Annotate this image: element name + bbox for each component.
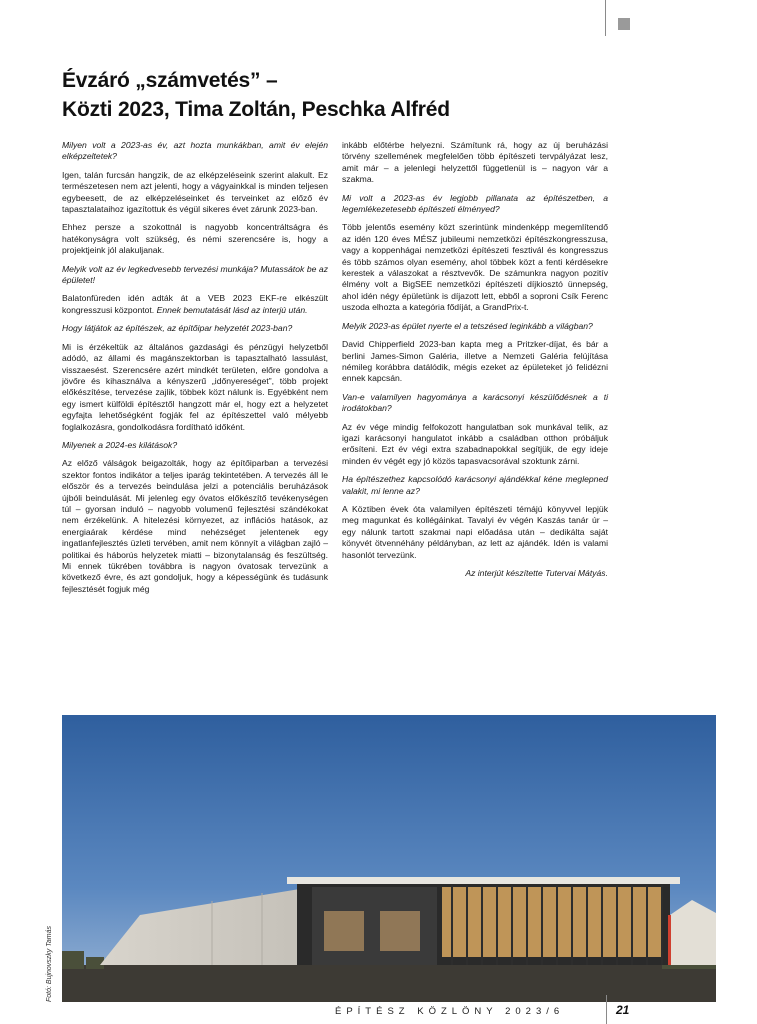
question-2: Melyik volt az év legkedvesebb tervezési munkája? Mutassátok be az épületet! [62, 263, 328, 286]
question-1: Milyen volt a 2023-as év, azt hozta munkákban, amit év elején elképzeltetek? [62, 140, 328, 162]
magazine-footer: ÉPÍTÉSZ KÖZLÖNY 2023/6 [335, 1006, 565, 1017]
photo-credit: Fotó: Bujnovszky Tamás [46, 926, 53, 1002]
question-8: Ha építészethez kapcsolódó karácsonyi ajándékkal kéne meglepned valakit, mi lenne az? [342, 474, 608, 496]
question-7: Van-e valamilyen hagyománya a karácsonyi készülődésnek a ti irodátokban? [342, 391, 608, 414]
title-line-1: Évzáró „számvetés” – [62, 69, 278, 92]
answer-1b: Ehhez persze a szokottnál is nagyobb koncentráltságra és hatékonyságra volt szükség, és némi szerencsére is, hogy a projektjeink jól alakuljanak. [62, 222, 328, 256]
corner-marker [618, 18, 630, 30]
question-5: Mi volt a 2023-as év legjobb pillanata az építészetben, a legemlékezetesebb építészeti élményed? [342, 192, 608, 215]
question-4: Milyenek a 2024-es kilátások? [62, 439, 178, 450]
question-3: Hogy látjátok az építészek, az építőipar helyzetét 2023-ban? [62, 323, 293, 334]
answer-1a: Igen, talán furcsán hangzik, de az elképzeléseink szerint alakult. Ez természetesen nem azt jelenti, hogy a vágyainkkal is minden teljesen egybeesett, de az elképzeléseinket és terveinket az előző év tapasztalataihoz igazítottuk és végül sikeres évet zárunk 2023-ban. [62, 169, 328, 215]
title-line-2: Közti 2023, Tima Zoltán, Peschka Alfréd [62, 98, 450, 121]
left-column [62, 140, 328, 602]
answer-8: A Köztiben évek óta valamilyen építészeti témájú könyvvel lepjük meg magunkat és kollégáinkat. Tavalyi év végén Kaszás tanár úr – egy nálunk tartott szakmai napi előadása után – dedikálta saját könyvét ötvennéhány példányban, az lett az ajándék. Idén is valami hasonlót tervezünk. [342, 503, 608, 560]
answer-5: Több jelentős esemény közt szerintünk mindenképp megemlítendő az idén 120 éves MÉSZ jubileumi nemzetközi építészkongresszusa, vagy a koppenhágai nemzetközi építészeti fesztivál és kongresszus és több számos olyan esemény, ahol többek közt a fenti kérdésekre kerestek a válaszokat a résztvevők. De számunkra nagyon pozitív élmény volt a BigSEE nemzetközi építészeti díjkiosztó ünnepség, ahol idén négy épületünk is díjazott lett, ebből a soproni Csík Ferenc uszoda elhozta a kategória fődíját, a GrandPrix-t. [342, 222, 608, 313]
answer-2-reference: Ennek bemutatását lásd az interjú után. [156, 304, 308, 315]
right-column [342, 140, 608, 586]
interviewer-signature: Az interjút készítette Tutervai Mátyás. [465, 568, 608, 578]
answer-2 [62, 293, 328, 316]
page-number: 21 [616, 1003, 630, 1017]
header-divider [605, 0, 606, 36]
answer-6: David Chipperfield 2023-ban kapta meg a Pritzker-díjat, és bár a berlini James-Simon Galéria, illetve a Nemzeti Galéria felújítása némileg korábbra datálódik, mégis ezeket az épületeket jó felidézni ennek kapcsán. [342, 339, 608, 384]
answer-3: Mi is érzékeltük az általános gazdasági és pénzügyi helyzetből adódó, az állami és magánszektorban is tapasztalható lassulást, visszaesést. Szerencsére azért mindkét területen, előre gondolva a jövőre és kihasználva a kényszerű „időnyereséget”, több projekt előkészítése, tervezése zajlik, többek közt nálunk is. Egyébként nem egy ismert külföldi építésztől hangzott már el, hogy ezt a helyzetet egyfajta lehetőségként fogják fel az építészettel való mélyebb foglalkozásra, gondolkodásra fordítható időként. [62, 341, 328, 432]
answer-4-continued: inkább előtérbe helyezni. Számítunk rá, hogy az új beruházási törvény szellemének megfelelően több építészeti tervpályázat lesz, amit már – a jelenlegi helyzettől függetlenül is – nagyon vár a szakma. [342, 140, 608, 185]
article-title [62, 66, 622, 124]
building-photo [62, 715, 716, 1002]
answer-4: Az előző válságok beigazolták, hogy az építőiparban a tervezési szektor fontos indikátor a teljes iparág tekintetében. A tervezés áll le először és a tervezés beindulása jelzi a potenciális beruházások újbóli beindulását. Mi jelenleg egy óvatos előkészítő tevékenységen túl – gyorsan induló – nagyobb volumenű fejlesztési szándékokat nem érzékelünk. A hitelezési környezet, az inflációs hatások, az energiaárak kérdése mind nehézséget jelentenek egy ingatlanfejlesztés üzleti tervében, amit nem könnyít a világban zajló – politikai és háborús helyzetek miatti – bizonytalanság és feszültség. Mi ennek tükrében továbbra is nagyon óvatosak tervezünk a következő évre, és azt gondoljuk, hogy a képességünk és tudásunk fejlesztését fogjuk még [62, 458, 328, 594]
question-6: Melyik 2023-as épület nyerte el a tetszésed leginkább a világban? [342, 320, 593, 331]
answer-2-text: Balatonfüreden idén adták át a VEB 2023 EKF-re elkészült kongresszusi központot. [62, 293, 328, 315]
answer-7: Az év vége mindig felfokozott hangulatban sok munkával telik, az igazi karácsonyi hangulatot inkább a családban otthon próbáljuk erősíteni. Ezt év végi extra szabadnapokkal segítjük, de egy ideje minden év végét egy jó közös tapasvacsorával szoktunk zárni. [342, 421, 608, 466]
footer-divider [606, 995, 607, 1024]
